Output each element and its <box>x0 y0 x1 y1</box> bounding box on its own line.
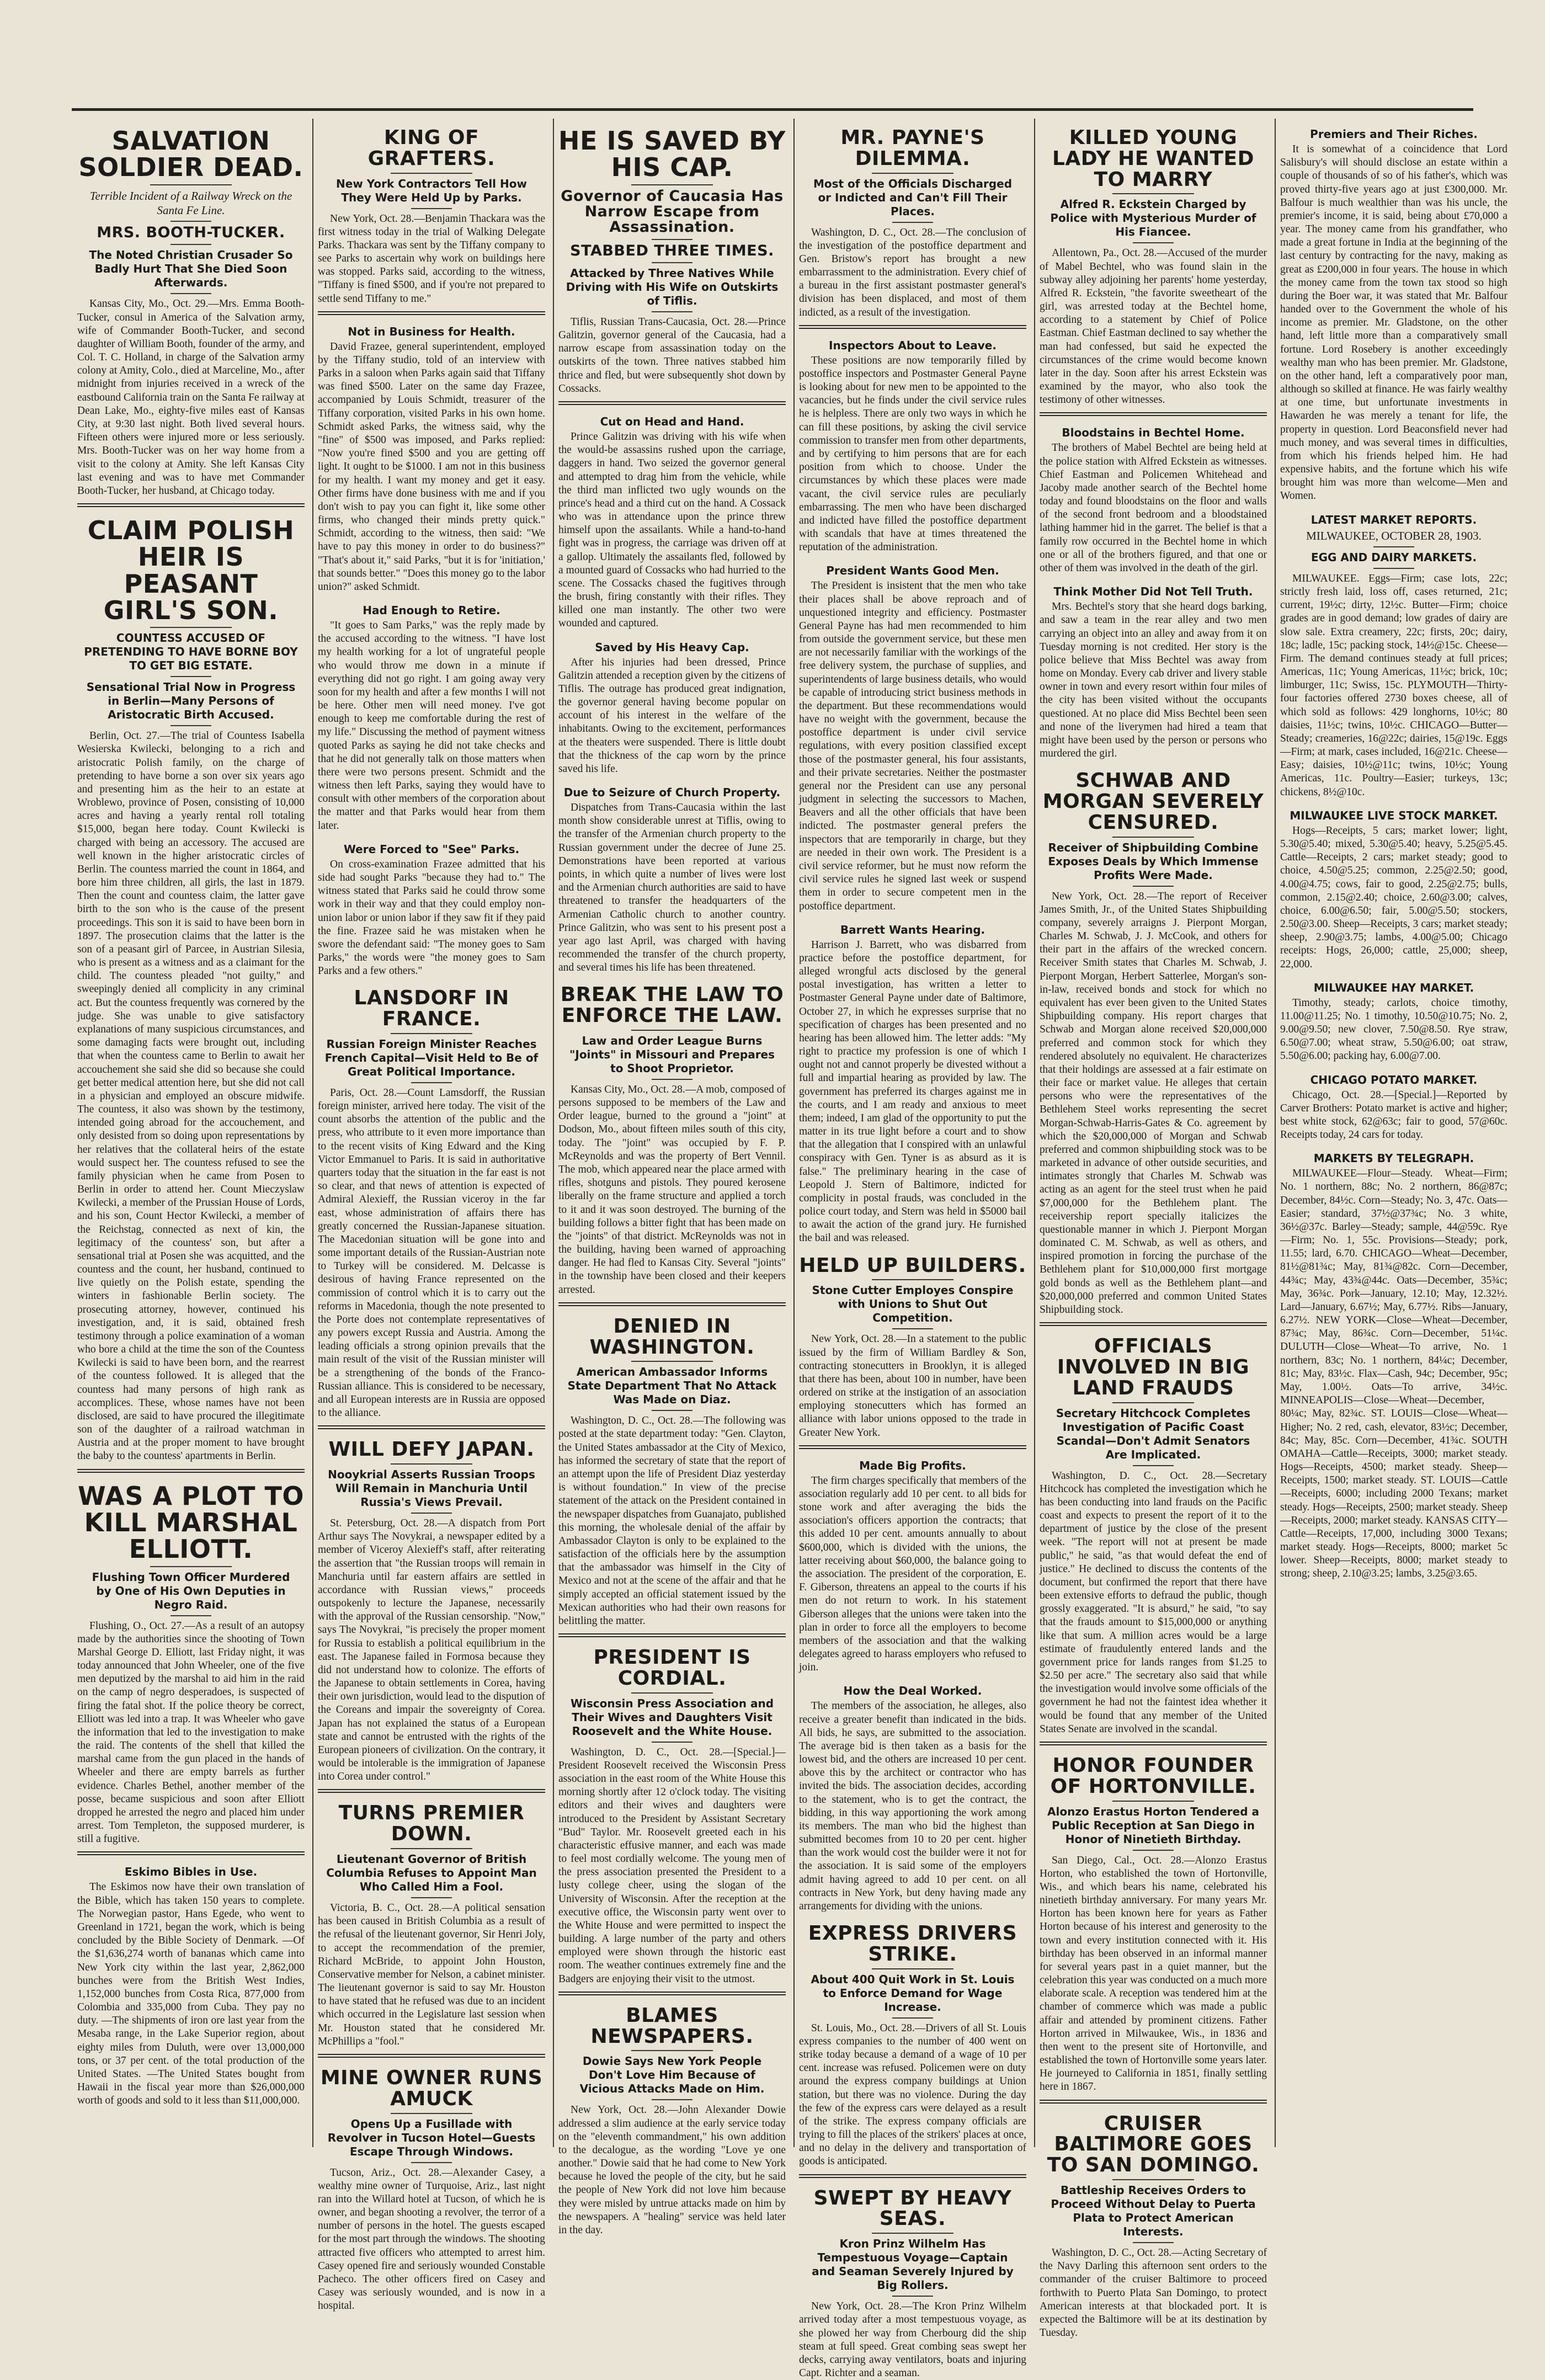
article <box>318 1803 545 2057</box>
article-body: Allentown, Pa., Oct. 28.—Accused of the murder of Mabel Bechtel, who was found slain in the subway alley adjoining her parents' home yesterday, Alfred R. Eckstein, "the favorite sweetheart of the girl, was arrested today at the Bechtel home, according to a statement by Chief of Police Eastman. Chief Eastman declined to say whether the man had confessed, but said he expected the circumstances of the crime would become known later in the day. Soon after his arrest Eckstein was examined by the mayor, who also took the testimony of other witnesses. <box>1040 247 1267 406</box>
deck: Dowie Says New York People Don't Love Him Because of Vicious Attacks Made on Him. <box>579 2054 765 2096</box>
article <box>1040 1755 1267 2104</box>
article-body: These positions are now temporarily filled by postoffice inspectors and Postmaster General Payne is looking about for new men to be appointed to the vacancies, but he finds under the civil service rules he is helpless. There are only two ways in which he can fill these positions, by asking the civil service commission to transfer men from other departments, and by certifying to him persons that are for each position from which to choose. Under the circumstances by which these places were made vacant, the civil service rules are peculiarly embarrassing. The men who have been discharged and indicted have filled the postoffice department with scandals that have at times threatened the reputation of the administration. <box>799 354 1026 553</box>
article-headline: HELD UP BUILDERS. <box>799 1254 1026 1277</box>
divider <box>411 208 452 209</box>
deck: Russian Foreign Minister Reaches French Capital—Visit Held to Be of Great Political Importance. <box>324 1037 539 1078</box>
deck: Opens Up a Fusillade with Revolver in Tucson Hotel—Guests Escape Through Windows. <box>327 2117 536 2158</box>
article <box>77 127 305 507</box>
deck: Secretary Hitchcock Completes Investigation of Pacific Coast Scandal—Don't Admit Senators Are Implicated. <box>1056 1406 1251 1461</box>
article-headline: KING OF GRAFTERS. <box>367 126 496 170</box>
article-headline: CLAIM POLISH HEIR IS PEASANT GIRL'S SON. <box>87 515 295 625</box>
divider <box>1133 2242 1174 2243</box>
deck: Terrible Incident of a Railway Wreck on the Santa Fe Line. <box>89 189 292 217</box>
deck: Kron Prinz Wilhelm Has Tempestuous Voyage—Captain and Seaman Severely Injured by Big Rollers. <box>812 2237 1014 2292</box>
divider <box>892 1328 933 1329</box>
divider <box>1112 2179 1194 2180</box>
article-body: Dispatches from Trans-Caucasia within the last month show considerable unrest at Tiflis, owing to the transfer of the Armenian church property to the Russian government under the decree of June 25. Demonstrations have been reported at various points, in which quite a number of lives were lost and the Armenian church authorities are said to have threatened to transfer the headquarters of the Armenian Catholic church to another country. Prince Galitzin, who was sent to his present post a year ago last April, was charged with having recommended the transfer of the church property, and several times his life has been threatened. <box>558 802 786 974</box>
divider <box>1133 1465 1174 1466</box>
article-body: Victoria, B. C., Oct. 28.—A political sensation has been caused in British Columbia as a result of the refusal of the lieutenant governor, Sir Henri Joly, to accept the recommendation of the premier, Richard McBride, to appoint John Houston, Conservative member for Nelson, a cabinet minister. The lieutenant governor is said to say Mr. Houston to have stated that he refused was due to an incident which occurred in the Legislature last session when Mr. Houston stated that he considered Mr. McPhillips a "fool." <box>318 1902 545 2047</box>
divider <box>391 173 472 174</box>
subhead: LATEST MARKET REPORTS. <box>1310 513 1477 526</box>
subhead: Cut on Head and Hand. <box>600 415 744 428</box>
divider <box>150 1566 232 1567</box>
section-divider <box>799 2174 1026 2178</box>
subhead: CHICAGO POTATO MARKET. <box>1310 1073 1478 1087</box>
article-body: Tiflis, Russian Trans-Caucasia, Oct. 28.—Prince Galitzin, governor general of the Caucasia, had a narrow escape from assassination today on the outskirts of the town. Three natives stabbed him thrice and fled, but were subsequently shot down by Cossacks. <box>558 316 786 395</box>
article <box>558 1316 786 1637</box>
article <box>799 1255 1026 1449</box>
article <box>558 984 786 1306</box>
section-divider <box>1040 1322 1267 1326</box>
column-5 <box>1040 124 1267 2339</box>
article-body: David Frazee, general superintendent, employed by the Tiffany studio, told of an interview with Parks in a saloon when Parks again said that Tiffany was fined $500. Later on the same day Frazee, accompanied by Louis Schmidt, treasurer of the Tiffany corporation, visited Parks in his own home. Schmidt asked Parks, the witness said, why the "fine" of $500 was imposed, and Parks replied: "Now you're fined $500 and you are getting off light. It ought to be $1000. I am not in this business for my health. I want my money and get it easy. Other firms have done business with me and if you don't wish to pay you can fight it, like some other firms, who changed their minds pretty quick." Schmidt, according to the witness, then said: "We have to pay this money in order to do business?" "That's about it," said Parks, "but it is for 'initiation,' that sounds better." "Does this money go to the labor union?" asked Schmidt. <box>318 340 545 593</box>
article <box>1280 1073 1507 1142</box>
deck: Lieutenant Governor of British Columbia Refuses to Appoint Man Who Called Him a Fool. <box>326 1852 537 1894</box>
article <box>799 1684 1026 1913</box>
article-body: The firm charges specifically that members of the association regularly add 10 per cent. to all bids for stone work and after averaging the bids the association's officers apportion the contracts; that this added 10 per cent. amounts annually to about $600,000, which is divided with the unions, the latter receiving about $60,000, the balance going to the association. The president of the corporation, E. F. Giberson, threatens an appeal to the courts if his men do not return to work. In his statement Giberson alleges that the unions were taken into the plan in order to force all the employers to become members of the association and that the walking delegates agreed to harass employers who refused to join. <box>799 1474 1026 1674</box>
article <box>77 1865 305 2107</box>
article-headline: KILLED YOUNG LADY HE WANTED TO MARRY <box>1052 126 1255 191</box>
article <box>799 2188 1026 2380</box>
divider <box>892 2296 933 2297</box>
deck: Sensational Trial Now in Progress in Berlin—Many Persons of Aristocratic Birth Accused. <box>86 680 296 722</box>
article <box>77 1483 305 1856</box>
article <box>558 1647 786 1995</box>
article <box>558 415 786 631</box>
deck: Attacked by Three Natives While Driving with His Wife on Outskirts of Tiflis. <box>566 266 779 307</box>
article <box>799 923 1026 1245</box>
divider <box>171 293 211 294</box>
section-divider <box>558 401 786 405</box>
divider <box>391 1848 472 1849</box>
article-headline: OFFICIALS INVOLVED IN BIG LAND FRAUDS <box>1057 1335 1250 1399</box>
article-headline: SALVATION SOLDIER DEAD. <box>78 126 303 183</box>
subhead: MILWAUKEE LIVE STOCK MARKET. <box>1290 808 1498 822</box>
article <box>318 604 545 833</box>
deck: Governor of Caucasia Has Narrow Escape from Assassination. <box>561 187 784 236</box>
divider <box>631 1692 713 1694</box>
article-headline: DENIED IN WASHINGTON. <box>589 1314 755 1359</box>
deck: Wisconsin Press Association and Their Wives and Daughters Visit Roosevelt and the White House. <box>570 1696 774 1738</box>
article <box>799 1459 1026 1675</box>
divider <box>1133 1850 1174 1851</box>
article <box>1280 809 1507 971</box>
subhead: Not in Business for Health. <box>348 324 515 338</box>
section-divider <box>318 1789 545 1793</box>
divider <box>631 1361 713 1362</box>
deck: Flushing Town Officer Murdered by One of His Own Deputies in Negro Raid. <box>92 1570 290 1611</box>
article-headline: LANSDORF IN FRANCE. <box>354 987 509 1031</box>
divider <box>652 2099 692 2100</box>
article-body: MILWAUKEE—Flour—Steady. Wheat—Firm; No. 1 northern, 88c; No. 2 northern, 86@87c; December, 84½c. Corn—Steady; No. 3, 47c. Oats—Easier; standard, 37½@37¾c; No. 3 white, 36½@37c. Barley—Steady; sample, 44@59c. Rye—Firm; No. 1, 55c. Provisions—Steady; pork, 11.55; lard, 6.70. CHICAGO—Wheat—December, 81½@81¾c; May, 81¾@82c. Corn—December, 44¾c; May, 43¾@44c. Oats—December, 35¾c; May, 36¾c. Pork—January, 12.10; May, 12.32½. Lard—January, 6.67½; May, 6.77½. Ribs—January, 6.27½. NEW YORK—Close—Wheat—December, 87¾c; May, 86¾c. Corn—December, 51¼c. DULUTH—Close—Wheat—To arrive, No. 1 northern, 83c; No. 1 northern, 84¼c; December, 81c; May, 83½c. Flax—Cash, 94c; December, 95c; May, 1.00½. Oats—To arrive, 34½c. MINNEAPOLIS—Close—Wheat—December, 80¼c; May, 82¾c. ST. LOUIS—Close—Wheat—Higher; No. 2 red, cash, elevator, 83½c; December, 84c; May, 85c. Corn—December, 41¾c. SOUTH OMAHA—Cattle—Receipts, 3000; market steady. Hogs—Receipts, 4500; market steady. Sheep—Receipts, 1500; market steady. ST. LOUIS—Cattle—Receipts, 6000; including 2000 Texans; market steady. Hogs—Receipts, 2500; market steady. Sheep—Receipts, 2000; market steady. KANSAS CITY—Cattle—Receipts, 17,000, including 3000 Texans; market steady. Hogs—Receipts, 8000; market 5c lower. Sheep—Receipts, 8000; market steady to strong; sheep, 2.10@3.25; lambs, 3.25@3.65. <box>1280 1168 1507 1580</box>
subhead: President Wants Good Men. <box>826 564 999 578</box>
divider <box>171 221 211 222</box>
divider <box>652 1079 692 1080</box>
divider <box>631 1030 713 1031</box>
divider <box>1373 546 1414 547</box>
deck: Stone Cutter Employes Conspire with Unions to Shut Out Competition. <box>812 1284 1014 1325</box>
deck: Law and Order League Burns "Joints" in Missouri and Prepares to Shoot Proprietor. <box>569 1034 775 1075</box>
column-rule <box>1275 119 1276 2147</box>
subhead: Eskimo Bibles in Use. <box>124 1865 258 1879</box>
divider <box>171 725 211 726</box>
article <box>558 2005 786 2237</box>
article-body: Flushing, O., Oct. 27.—As a result of an autopsy made by the authorities since the shooting of Town Marshal George D. Elliott, last Friday night, it was today announced that John Wheeler, one of the five men deputized by the marshal to aid him in the raid on the camp of negro desperadoes, is suspected of firing the fatal shot. If the police theory be correct, Elliott was led into a trap. It was Wheeler who gave the information that led to the investigation to make the raid. The contents of the shell that killed the marshal came from the gun placed in the hands of Wheeler and there are empty barrels as further evidence. Charles Bethel, another member of the posse, became suspicious and soon after Elliott dropped he arrested the negro and placed him under arrest. Tom Templeton, the supposed murderer, is still a fugitive. <box>77 1620 305 1845</box>
divider <box>150 184 232 185</box>
section-divider <box>558 1992 786 1995</box>
article-body: Washington, D. C., Oct. 28.—[Special.]—President Roosevelt received the Wisconsin Press association in the east room of the White House this morning shortly after 12 o'clock today. The visiting editors and their wives and daughters were introduced to the President by Assistant Secretary "Bud" Taylor. Mr. Roosevelt greeted each in his characteristic effusive manner, and each was made to feel most cordially welcome. The young men of the press association presented the President to a lusty college cheer, using the slogan of the University of Wisconsin. After the reception at the executive office, the Wisconsin party went over to the White House and were permitted to inspect the building. A large number of the party and others employed were shown through the historic east room. The weather continues extremely fine and the Badgers are enjoying their visit to the utmost. <box>558 1746 786 1985</box>
divider <box>631 184 713 185</box>
divider <box>391 1033 472 1034</box>
deck: American Ambassador Informs State Department That No Attack Was Made on Diaz. <box>567 1365 777 1407</box>
subhead: How the Deal Worked. <box>843 1684 982 1698</box>
section-divider <box>1040 1742 1267 1745</box>
article <box>558 786 786 975</box>
article-body: The members of the association, he alleges, also receive a greater benefit than indicated in the bids. All bids, he says, are submitted to the association. The average bid is then taken as a basis for the lowest bid, and the others are increased 10 per cent. above this by the architect or contractor who has invited the bids. The association decides, according to the statement, who is to get the contract, the bidding, in this way apportioning the work among its members. The man who bid the highest than submitted becomes from 10 to 20 per cent. higher than the work would cost the builder were it not for the association. It is said some of the employers admit having agreed to add 10 per cent. on all contracts in New York, but deny having made any arrangements for dividing with the unions. <box>799 1700 1026 1912</box>
divider <box>631 2050 713 2051</box>
deck: Most of the Officials Discharged or Indicted and Can't Fill Their Places. <box>813 177 1013 218</box>
article-headline: PRESIDENT IS CORDIAL. <box>593 1646 751 1690</box>
article-body: "It goes to Sam Parks," was the reply made by the accused according to the witness. "I have lost my health working for a lot of ungrateful people who would throw me down in a minute if everything did not go right. I am going away very soon for my health and after a few months I will not be here. Other men will need money. I've got enough to keep me comfortable during the rest of my life." Discussing the method of payment witness quoted Parks as saying he did not take checks and that he did not generally talk on those matters when there were two persons present. Schmidt and the witness then left Parks, saying they would have to consult with other members of the corporation about the matter and that Parks would hear from them later. <box>318 620 545 832</box>
article-headline: BLAMES NEWSPAPERS. <box>590 2004 754 2048</box>
column-6 <box>1280 124 1507 2160</box>
article <box>1040 1336 1267 1745</box>
article-headline: HE IS SAVED BY HIS CAP. <box>558 126 786 183</box>
divider <box>652 311 692 312</box>
divider <box>1112 193 1194 194</box>
column-4 <box>799 124 1026 2379</box>
article-headline: CRUISER BALTIMORE GOES TO SAN DOMINGO. <box>1047 2112 1260 2177</box>
subhead: Inspectors About to Leave. <box>829 338 997 352</box>
article-body: Washington, D. C., Oct. 28.—The following was posted at the state department today: "Gen. Clayton, the United States ambassador at the City of Mexico, has informed the secretary of state that the report of an attempt upon the life of President Diaz yesterday is without foundation." In view of the precise statement of the attack on the President contained in the newspaper dispatches from Guanajato, published this morning, the wholesale denial of the affair by Ambassador Clayton is only to be explained to the satisfaction of the officials here by the assumption that the ambassador was himself in the City of Mexico and not at the scene of the affair and that he simply accepted an official statement issued by the Mexican authorities who had their own reasons for belittling the matter. <box>558 1415 786 1627</box>
subhead: MARKETS BY TELEGRAPH. <box>1313 1152 1474 1165</box>
article-body: Timothy, steady; carlots, choice timothy, 11.00@11.25; No. 1 timothy, 10.50@10.75; No. 2, 9.00@9.50; new clover, 7.50@8.50. Rye straw, 6.50@7.00; wheat straw, 5.50@6.00; oat straw, 5.50@6.00; packing hay, 6.00@7.00. <box>1280 997 1507 1062</box>
article-body: After his injuries had been dressed, Prince Galitzin attended a reception given by the citizens of Tiflis. The outrage has produced great indignation, the governor general having become popular on account of his interest in the welfare of the inhabitants. Owing to the excitement, performances at the theaters were suspended. There is little doubt that the thickness of the cap worn by the prince saved his life. <box>558 656 786 775</box>
article <box>1040 2113 1267 2340</box>
divider <box>892 222 933 223</box>
divider <box>872 1968 953 1969</box>
article-body: Tucson, Ariz., Oct. 28.—Alexander Casey, a wealthy mine owner of Turquoise, Ariz., last night ran into the Willard hotel at Tucson, of which he is owner, and began shooting a revolver, the terror of a number of persons in the hotel. The guests escaped for the most part through the windows. The shooting attracted five officers who attempted to arrest him. Casey opened fire and seriously wounded Constable Pacheco. The other officers fired on Casey and Casey was seriously wounded, and is now in a hospital. <box>318 2166 545 2312</box>
article-body: The brothers of Mabel Bechtel are being held at the police station with Alfred Eckstein as witnesses. Chief Eastman and Policemen Whitehead and Jacoby made another search of the Bechtel home today and found bloodstains on the floor and walls of the second front bedroom and a bloodstained lathing hammer hid in the garret. The belief is that a family row occurred in the Bechtel home in which one or all of the brothers figured, and that one or other of them was involved in the death of the girl. <box>1040 442 1267 574</box>
article <box>1280 513 1507 799</box>
column-1 <box>77 124 305 2160</box>
article <box>1040 585 1267 760</box>
divider <box>1112 837 1194 838</box>
deck: The Noted Christian Crusader So Badly Hurt That She Died Soon Afterwards. <box>89 248 293 290</box>
article-headline: TURNS PREMIER DOWN. <box>338 1802 525 1846</box>
section-divider <box>1040 2100 1267 2104</box>
article <box>799 127 1026 329</box>
deck: Receiver of Shipbuilding Combine Exposes Deals by Which Immense Profits Were Made. <box>1048 840 1259 882</box>
article-body: Kansas City, Mo., Oct. 29.—Mrs. Emma Booth-Tucker, consul in America of the Salvation army, wife of Commander Booth-Tucker, and second daughter of William Booth, founder of the army, and Col. T. C. Holland, in charge of the Salvation army colony at Amity, Colo., died at Marceline, Mo., after midnight from injuries received in a wreck of the eastbound California train on the Santa Fe railway at Dean Lake, Mo., eighty-five miles east of Kansas City, at 9:30 last night. Both lived several hours. Fifteen others were injured more or less seriously. Mrs. Booth-Tucker was on her way home from a visit to the colony at Amity. She left Kansas City last evening and was to have met Commander Booth-Tucker, her husband, at Chicago today. <box>77 298 305 497</box>
divider <box>171 244 211 245</box>
article-body: St. Louis, Mo., Oct. 28.—Drivers of all St. Louis express companies to the number of 400 went on strike today because a demand of a wage of 10 per cent. increase was refused. Policemen were on duty around the express company buildings at Union station, but there was no violence. During the day the few of the express cars were delayed as a result of the strike. The express company officials are trying to fill the places of the strikers' places at once, and no delay in the delivery and transportation of goods is anticipated. <box>799 2022 1026 2168</box>
article-body: Paris, Oct. 28.—Count Lamsdorff, the Russian foreign minister, arrived here today. The visit of the count absorbs the attention of the public and the press, who attribute to it even more importance than to the recent visits of King Edward and the King Victor Emmanuel to Paris. It is said in authoritative quarters today that the situation in the far east is not so clear, and that news of attention is expected of Admiral Alexieff, the Russian viceroy in the far east, whose administration of affairs there has greatly concerned the Russian-Japanese situation. The Macedonian situation will be gone into and some important details of the Russian-Austrian note to Turkey will be considered. M. Delcasse is desirous of having France represented on the commission of control which it is to carry out the reforms in Macedonia, though the note presented to the Porte does not contemplate representatives of any powers except Russia and Austria. Among the leading officials a strong opinion prevails that the main result of the visit of the Russian minister will be a strengthening of the bonds of the Franco-Russian alliance. This is considered to be necessary, and all European interests are in Russia are opposed to the alliance. <box>318 1087 545 1419</box>
deck: EGG AND DAIRY MARKETS. <box>1310 550 1477 564</box>
article-body: The President is insistent that the men who take their places shall be above reproach and of unquestioned integrity and efficiency. Postmaster General Payne has had men recommended to him from outside the government service, but these men are not necessarily familiar with the workings of the free delivery system, the purchase of supplies, and superintendents of large business details, who would be capable of introducing strict business methods in the department. But these recommendations would have no weight with the government, because the postoffice department is under civil service regulations, with every position classified except those of the postmaster general, his four assistants, and their private secretaries. Neither the postmaster general nor the President can use any personal judgment in selecting the successors to Machen, Beavers and all the other officials that have been indicted. The postmaster general prefers the inspectors that are temporarily in charge, but they are needed in their own work. The President is a civil service reformer, but he must now reform the civil service rules he signed last week or suspend them in order to secure competent men in the postoffice department. <box>799 580 1026 912</box>
article-body: On cross-examination Frazee admitted that his side had sought Parks "because they had to." The witness stated that Parks said he could throw some work in their way and that they could employ non-union labor or union labor if they saw fit if they paid the fine. Frazee said he was mistaken when he swore the defendant said: "The money goes to Sam Parks," the words were "the money goes to Sam Parks and a few others." <box>318 858 545 977</box>
divider <box>872 1279 953 1280</box>
subhead: Premiers and Their Riches. <box>1310 127 1478 141</box>
article <box>558 641 786 776</box>
divider <box>411 1513 452 1514</box>
article-body: Hogs—Receipts, 5 cars; market lower; light, 5.30@5.40; mixed, 5.30@5.40; heavy, 5.25@5.45. Cattle—Receipts, 2 cars; market steady; good to choice, 4.50@5.25; common, 2.25@2.50; good, 4.00@4.75; cows, fair to good, 2.25@2.75; bulls, common, 2.15@2.40; choice, 2.60@3.00; calves, choice, 6.00@6.50; fair, 5.00@5.50; stockers, 2.50@3.00. Sheep—Receipts, 3 cars; market steady; sheep, 2.90@3.75; lambs, 4.00@5.00; Chicago receipts: Hogs, 26,000; cattle, 25,000; sheep, 22,000. <box>1280 824 1507 970</box>
article <box>799 564 1026 913</box>
article-body: MILWAUKEE. Eggs—Firm; case lots, 22c; strictly fresh laid, loss off, cases returned, 21c; current, 19½c; dirty, 12½c. Butter—Firm; choice grades are in good demand; low grades of dairy are slow sale. Extra creamery, 22c; firsts, 20c; dairy, 18c; ladle, 15c; packing stock, 14½@15c. Cheese—Firm. The demand continues steady at full prices; Americas, 11c; Young Americas, 11½c; brick, 10c; limburger, 11c; Swiss, 15c. PLYMOUTH—Thirty-four factories offered 2730 boxes cheese, all of which sold as follows: 429 longhorns, 10½c; 80 daisies, 11½c; twins, 10½c. CHICAGO—Butter—Steady; creameries, 16@22c; dairies, 15@19c. Eggs—Firm; at mark, cases included, 16@21c. Cheese—Easy; daisies, 10½@11c; twins, 10½c; Young Americas, 11c. Poultry—Easier; turkeys, 13c; chickens, 8½@10c. <box>1280 572 1507 798</box>
article-headline: SWEPT BY HEAVY SEAS. <box>813 2186 1012 2230</box>
article <box>1280 981 1507 1063</box>
divider <box>872 173 953 174</box>
article-headline: WILL DEFY JAPAN. <box>328 1438 535 1461</box>
article-body: Prince Galitzin was driving with his wife when the would-be assassins rushed upon the carriage, daggers in hand. Two seized the governor general and attempted to drag him from the vehicle, while the third man inflicted two ugly wounds on the prince's head and a third cut on the hand. A Cossack who was in attendance upon the prince threw himself upon the assailants. While a hand-to-hand fight was in progress, the carriage was driven off at a gallop. Ultimately the assailants fled, followed by a mounted guard of Cossacks who had hurried to the scene. The Cossacks chased the fugitives through the brush, firing constantly with their rifles. They killed one man instantly. The other two were wounded and captured. <box>558 431 786 630</box>
column-rule <box>312 119 313 2147</box>
article-body: Washington, D. C., Oct. 28.—Secretary Hitchcock has completed the investigation which he has been conducting into land frauds on the Pacific coast and expects to present the report of it to the department of justice by the close of the present week. "The report will not at present be made public," he said, "as that would defeat the end of justice." He declined to discuss the contents of the document, but confirmed the report that there have been extensive efforts to defraud the public, though grossly exaggerated. "It is absurd," he said, "to say that the frauds amount to $15,000,000 or anything like that sum. A million acres would be a large estimate of fraudulently entered lands and the government price for lands ranges from $1.25 to $2.50 per acre." The secretary also said that while the investigation would involve some officials of the government he had not the faintest idea whether it would be found that any member of the United States Senate are involved in the scandal. <box>1040 1469 1267 1735</box>
article-body: Berlin, Oct. 27.—The trial of Countess Isabella Wesierska Kwilecki, belonging to a rich and aristocratic Polish family, on the charge of pretending to have borne a son over six years ago and presenting him as the heir to an estate at Wroblewo, province of Posen, consisting of 10,000 acres and having a yearly rental roll totaling $15,000, began here today. Count Kwilecki is charged with being an accessory. The accused are well known in the higher aristocratic circles of Berlin. The countess married the count in 1864, and bore him three children, all girls, the last in 1879. Then the count and countess claim, the latter gave birth to the son who is the cause of the present proceedings. This son it is said to have been born in 1897. The prosecution claims that the latter is the son of a peasant girl of Parcee, in Austrian Silesia, who is present as a witness and as a claimant for the child. The countess pleaded "not guilty," and sweepingly denied all complicity in any criminal act. But the countess frequently was cornered by the judge. She was unable to give satisfactory explanations of many suspicious circumstances, and some damaging facts were brought out, including that when the countess came to Berlin to await her accouchement she said she did so because she could get better medical attention here, but she did not call in a physician and employed an obscure midwife. The countess, it also was shown by the testimony, intended going abroad for the accouchement, and only desisted from so doing upon representations by her relatives that the collateral heirs of the estate would suspect her. The countess refused to see the family physician when he came from Posen to Berlin in order to attend her. Count Mieczyslaw Kwilecki, a member of the Prussian House of Lords, and his son, Count Hector Kwilecki, a member of the Reichstag, connected as next of kin, the legitimacy of the countess' son, but after a sensational trial at Posen she was acquitted, and the countess and the count, her husband, continued to live quietly on the Polish estate, spending the winters in fashionable Berlin society. The prosecuting attorney, however, continued his investigation, and, it is said, obtained fresh testimony through a police examination of a woman who bore a child at the time the son of the Countess Kwilecki is said to have been born, and the rearrest of the countess followed. It is alleged that the countess had many persons of high rank as accomplices. These, whose names have not been disclosed, are said to have procured the illegitimate son of the daughter of a railroad watchman in Austria and at the proper moment to have brought the baby to the countess' apartments in Berlin. <box>77 730 305 1462</box>
deck: Alonzo Erastus Horton Tendered a Public Reception at San Diego in Honor of Ninetieth Birthday. <box>1047 1804 1259 1846</box>
article <box>799 339 1026 555</box>
article-headline: MINE OWNER RUNS AMUCK <box>320 2066 543 2110</box>
article-body: New York, Oct. 28.—The Kron Prinz Wilhelm arrived today after a most tempestuous voyage, as she plowed her way from Cherbourg did the ship steam at full speed. Great combing seas swept her decks, carrying away ventilators, boats and injuring Capt. Richter and a seaman. <box>799 2301 1026 2379</box>
divider <box>411 1897 452 1898</box>
article <box>799 1923 1026 2177</box>
column-2 <box>318 124 545 2312</box>
divider <box>1112 1402 1194 1403</box>
divider <box>652 1742 692 1743</box>
article-body: It is somewhat of a coincidence that Lord Salisbury's will should disclose an estate within a couple of thousands of so of his father's, which was proved thirty-five years ago at just £300,000. Mr. Balfour is much wealthier than was his uncle, the premier's income, it is said, being about £70,000 a year. The money came from his grandfather, who made a great fortune in India at the beginning of the last century by contracting for the navy, making as great as £200,000 in four years. The house in which the money came from the town tax stood so high during the Boer war, it was stated that Mr. Balfour handed over to the Government the whole of his income as premier. Mr. Gladstone, on the other hand, left little more than a comparatively small fortune. Lord Rosebery is another exceedingly wealthy man who has been premier. Mr. Gladstone, on the other hand, left a comparatively poor man, although so skilled at finance. He was fairly wealthy at one time, but unfortunate investments in Hawarden he was merely a tenant for life, the property in question. Lord Beaconsfield never had much money, and was several times in difficulties, from which his friends helped him. He had expensive habits, and the fortune which his wife brought him was more than welcome—Men and Women. <box>1280 143 1507 502</box>
divider <box>171 676 211 677</box>
article <box>1040 770 1267 1326</box>
article-headline: MR. PAYNE'S DILEMMA. <box>840 126 985 170</box>
section-divider <box>77 503 305 507</box>
article-body: Washington, D. C., Oct. 28.—Acting Secretary of the Navy Darling this afternoon sent orders to the commander of the cruiser Baltimore to proceed forthwith to Puerto Plata San Domingo, to protect American interests at that blockaded port. It is expected the Baltimore will be at its destination by Tuesday. <box>1040 2247 1267 2339</box>
divider <box>1373 568 1414 569</box>
article-headline: BREAK THE LAW TO ENFORCE THE LAW. <box>560 983 784 1027</box>
deck: Battleship Receives Orders to Proceed Without Delay to Puerta Plata to Protect American Interests. <box>1051 2184 1256 2239</box>
section-divider <box>558 1633 786 1637</box>
article-body: Washington, D. C., Oct. 28.—The conclusion of the investigation of the postoffice department and Gen. Bristow's report has brought a new embarrassment to the administration. Every chief of a bureau in the first assistant postmaster general's division has been displaced, and most of them indicted, as a result of the investigation. <box>799 226 1026 318</box>
subhead: Barrett Wants Hearing. <box>840 923 985 936</box>
section-divider <box>318 311 545 315</box>
divider <box>411 2162 452 2163</box>
deck: MILWAUKEE, OCTOBER 28, 1903. <box>1306 529 1482 542</box>
deck: About 400 Quit Work in St. Louis to Enforce Demand for Wage Increase. <box>811 1972 1015 2014</box>
article-headline: EXPRESS DRIVERS STRIKE. <box>808 1922 1017 1966</box>
divider <box>1133 242 1174 243</box>
article <box>77 517 305 1473</box>
article-body: Harrison J. Barrett, who was disbarred from practice before the postoffice department, for alleged wrongful acts disclosed by the general postal investigation, has written a letter to Postmaster General Payne under date of Baltimore, October 27, in which he expresses surprise that no specification of charges has been presented and no hearing has been allowed him. The letter adds: "My right to practice my profession is one of which I ought not and cannot properly be divested without a full and impartial hearing as provided by law. The government has preferred its charges against me in the courts, and I am ready and anxious to meet them; indeed, I am glad of the opportunity to put the matter in its true light before a court and to show that the allegation that I conspired with an unlawful conspiracy with Gen. Tyner is as absurd as it is false." The preliminary hearing in the case of Leopold J. Stern of Baltimore, indicted for complicity in postal frauds, was concluded in the police court today, and Stern was held in $5000 bail to await the action of the grand jury. He furnished the bail and was released. <box>799 939 1026 1244</box>
article <box>1280 127 1507 503</box>
subhead: Were Forced to "See" Parks. <box>343 842 520 856</box>
column-rule <box>1034 119 1035 2147</box>
deck: STABBED THREE TIMES. <box>570 242 774 259</box>
divider <box>1133 886 1174 887</box>
deck: COUNTESS ACCUSED OF PRETENDING TO HAVE BORNE BOY TO GET BIG ESTATE. <box>84 631 298 673</box>
article-body: Chicago, Oct. 28.—[Special.]—Reported by Carver Brothers: Potato market is active and higher; best white stock, 62@63c; fair to good, 57@60c. Receipts today, 24 cars for today. <box>1280 1089 1507 1141</box>
article <box>318 988 545 1429</box>
article-headline: HONOR FOUNDER OF HORTONVILLE. <box>1050 1754 1256 1798</box>
article-body: New York, Oct. 28.—In a statement to the public issued by the firm of William Bardley & Son, contracting stonecutters in Brooklyn, it is alleged that there has been, about 100 in number, have been ordered on strike at the instigation of an association employing stonecutters which has formed an alliance with labor unions opposed to the trade in Greater New York. <box>799 1333 1026 1439</box>
deck: MRS. BOOTH-TUCKER. <box>97 224 285 242</box>
article <box>1040 426 1267 575</box>
article <box>318 325 545 594</box>
article <box>1040 127 1267 416</box>
subhead: Saved by His Heavy Cap. <box>595 640 749 654</box>
top-rule <box>72 108 1473 111</box>
article-body: Mrs. Bechtel's story that she heard dogs barking, and saw a team in the rear alley and two men carrying an object into an alley and away from it on Tuesday morning is not credited. Her story is the police believe that Miss Bechtel was away from home on Monday. Every cab driver and livery stable owner in town and every resort within four miles of the city has been visited without the occupants questioned. At no place did Miss Bechtel been seen and none of the liverymen had hired a team that might have been used by the person or persons who murdered the girl. <box>1040 601 1267 760</box>
divider <box>1112 1801 1194 1802</box>
deck: Alfred R. Eckstein Charged by Police with Mysterious Murder of His Fiancee. <box>1050 198 1256 239</box>
subhead: Had Enough to Retire. <box>363 604 500 617</box>
article <box>318 1439 545 1793</box>
deck: New York Contractors Tell How They Were Held Up by Parks. <box>336 177 527 204</box>
section-divider <box>318 1425 545 1429</box>
subhead: MILWAUKEE HAY MARKET. <box>1313 981 1474 994</box>
subhead: Think Mother Did Not Tell Truth. <box>1053 585 1253 599</box>
article <box>318 2068 545 2313</box>
section-divider <box>1040 412 1267 416</box>
deck: Nooykrial Asserts Russian Troops Will Remain in Manchuria Until Russia's Views Prevail. <box>328 1468 535 1509</box>
article <box>1280 1152 1507 1580</box>
article-headline: SCHWAB AND MORGAN SEVERELY CENSURED. <box>1042 769 1264 834</box>
article-body: New York, Oct. 28.—The report of Receiver James Smith, Jr., of the United States Shipbuilding company, severely arraigns J. Pierpont Morgan, Charles M. Schwab, J. J. McCook, and others for their part in the affairs of the wrecked concern. Receiver Smith states that Charles M. Schwab, J. Pierpont Morgan, Herbert Satterlee, Morgan's son-in-law, received bonds and stock for which no equivalent has ever been given to the United States Shipbuilding company. His report charges that Schwab and Morgan alone received $20,000,000 preferred and common stock for which they rendered absolutely no equivalent. He characterizes that their holdings are assessed at a fair estimate on their face or market value. He alleges that certain persons who were the representatives of the Bethlehem Steel works representing the secret Morgan-Schwab-Harris-Gates & Co. agreement by which the $20,000,000 of Morgan and Schwab preferred and common shipbuilding stock was to be marketed in advance of other outside securities, and intimates strongly that Charles M. Schwab was acting as an agent for the steel trust when he paid $7,000,000 for the Bethlehem plant. The receivership report specially italicizes the questionable manner in which J. Pierpont Morgan dominated C. M. Schwab, as well as others, and inspired promotion in forcing the purchase of the Bethlehem plant for $10,000,000 first mortgage gold bonds as well as the Bethlehem plant—and $20,000,000 preferred and common United States Shipbuilding stock. <box>1040 890 1267 1316</box>
column-rule <box>553 119 554 2147</box>
section-divider <box>558 1302 786 1306</box>
subhead: Due to Seizure of Church Property. <box>563 786 781 800</box>
section-divider <box>77 1469 305 1473</box>
divider <box>652 262 692 263</box>
subhead: Bloodstains in Bechtel Home. <box>1062 426 1245 440</box>
divider <box>171 1615 211 1616</box>
divider <box>150 627 232 628</box>
article-body: Kansas City, Mo., Oct. 28.—A mob, composed of persons supposed to be members of the Law and Order league, burned to the ground a "joint" at Dodson, Mo., about fifteen miles south of this city, today. The "joint" was occupied by F. P. McReynolds and was the property of Bert Vennil. The mob, which appeared near the place armed with rifles, shotguns and pistols. They poured kerosene liberally on the frame structure and applied a torch to it and it was soon destroyed. The burning of the building follows a bitter fight that has been made on the "joints" of that district. McReynolds was not in the building, having been warned of approaching danger. He had fled to Kansas City. Several "joints" in the township have been closed and their keepers arrested. <box>558 1083 786 1296</box>
subhead: Made Big Profits. <box>859 1458 966 1472</box>
section-divider <box>799 325 1026 329</box>
divider <box>391 2113 472 2114</box>
divider <box>872 2233 953 2234</box>
article-body: The Eskimos now have their own translation of the Bible, which has taken 150 years to complete. The Norwegian pastor, Hans Egede, who went to Greenland in 1721, began the work, which is being concluded by the Bible Society of Denmark. —Of the $1,636,274 worth of bananas which came into New York city within the last year, 2,862,000 bunches were from the British West Indies, 1,152,000 bunches from Costa Rica, 877,000 from Colombia and 335,000 from Cuba. They pay no duty. —The shipments of iron ore last year from the Mesaba range, in the Lake Superior region, about eighty miles from Duluth, were over 13,000,000 tons, or 37 per cent. of the total production of the United States. —The United States bought from Hawaii in the fiscal year more than $26,000,000 worth of goods and sold to it less than $11,000,000. <box>77 1881 305 2107</box>
section-divider <box>318 2054 545 2058</box>
article-body: New York, Oct. 28.—Benjamin Thackara was the first witness today in the trial of Walking Delegate Parks. Thackara was sent by the Tiffany company to see Parks to ascertain why work on buildings here was stopped. Parks said, according to the witness, "Tiffany is fined $500, and if you're not prepared to settle send Tiffany to me." <box>318 212 545 305</box>
section-divider <box>77 1851 305 1855</box>
article-headline: WAS A PLOT TO KILL MARSHAL ELLIOTT. <box>78 1481 304 1564</box>
divider <box>652 1410 692 1411</box>
column-rule <box>793 119 795 2147</box>
divider <box>391 1463 472 1465</box>
article-body: New York, Oct. 28.—John Alexander Dowie addressed a slim audience at the early service today on the "eleventh commandment," his own addition to the decalogue, as the wording "Love ye one another." Dowie said that he had come to New York because he loved the people of the city, but he said the people of New York did not love him because they were misled by untrue attacks made on him by the newspapers. A "healing" service was held later in the day. <box>558 2104 786 2236</box>
column-3 <box>558 124 786 2236</box>
divider <box>652 239 692 240</box>
article-body: San Diego, Cal., Oct. 28.—Alonzo Erastus Horton, who established the town of Hortonville, Wis., and which bears his name, celebrated his ninetieth birthday anniversary. For many years Mr. Horton has been known here for years as Father Horton because of his interest and generosity to the town and every institution connected with it. His birthday has been observed in an informal manner for several years past in a quiet manner, but the celebration this year was conducted on a much more elaborate scale. A reception was tendered him at the chamber of commerce which was made a public affair and attended by prominent citizens. Father Horton arrived in Milwaukee, Wis., in 1836 and then went to the present site of Hortonville, and established the town of Hortonville some years later. He journeyed to California in 1851, finally settling here in 1867. <box>1040 1854 1267 2093</box>
divider <box>892 2017 933 2019</box>
divider <box>411 1082 452 1083</box>
article <box>558 127 786 405</box>
article-body: St. Petersburg, Oct. 28.—A dispatch from Port Arthur says The Novykrai, a newspaper edited by a member of Viceroy Alexieff's staff, after reiterating the assertion that "the Russian troops will remain in Manchuria until far eastern affairs are settled in accordance with Russian views," proceeds outspokenly to lecture the Japanese, necessarily with the approval of the Russian censorship. "Now," says The Novykrai, "is precisely the proper moment for Russia to establish a political equilibrium in the east. The Japanese failed in Formosa because they did not understand how to colonize. The efforts of the Japanese to obtain settlements in Corea, having their own jurisdiction, would lead to the dispution of the Coreans and impair the sovereignty of Corea. Japan has not explained the status of a European state and cannot be entrusted with the rights of the European pioneers of civilization. On the contrary, it would be intolerable is the immigration of Japanese into Corea under control." <box>318 1518 545 1783</box>
article <box>318 127 545 315</box>
section-divider <box>799 1445 1026 1449</box>
article <box>318 843 545 978</box>
